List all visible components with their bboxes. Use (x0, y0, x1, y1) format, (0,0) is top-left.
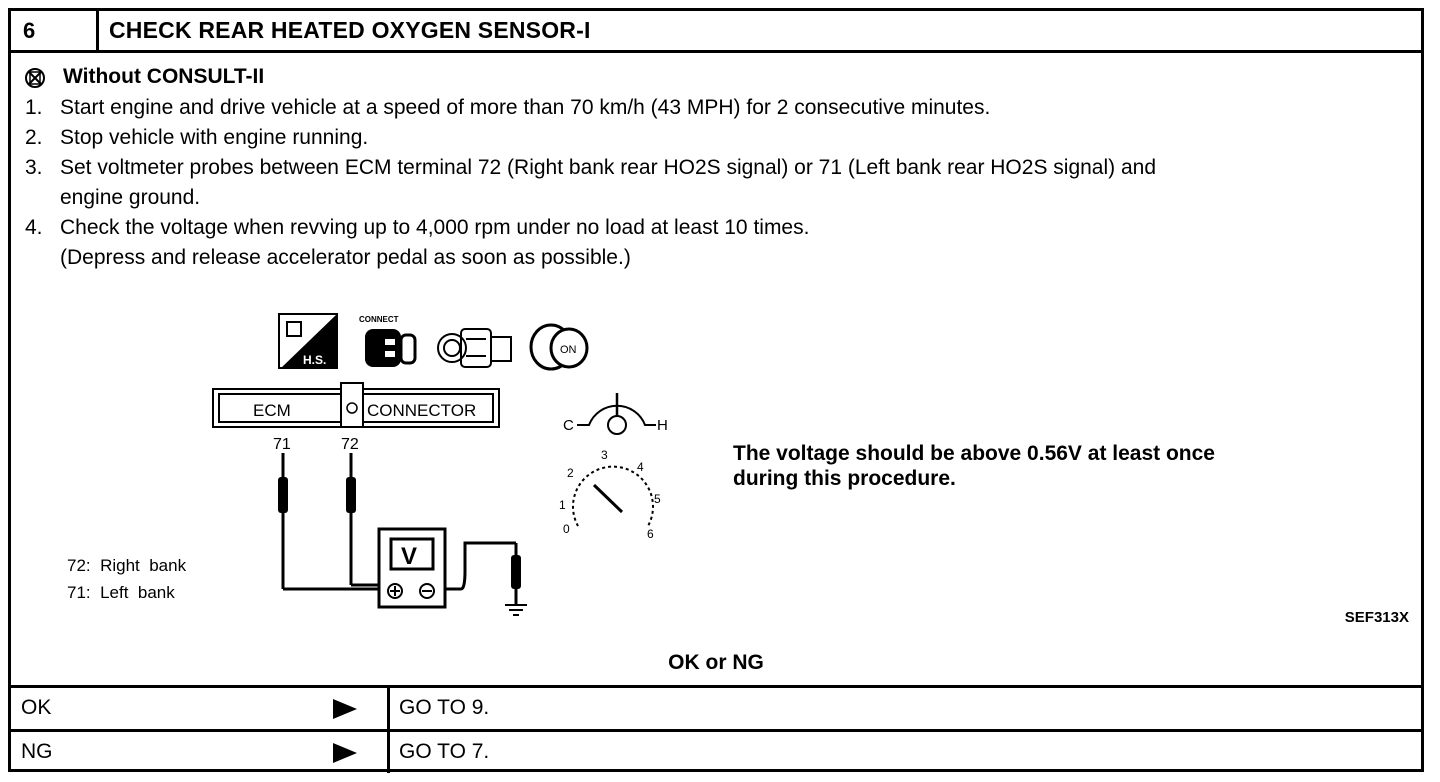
legend-right-bank: 72: Right bank (67, 556, 187, 575)
tachometer-icon (559, 448, 661, 541)
temp-hot-label: H (657, 417, 668, 434)
tach-tick-1: 1 (559, 498, 566, 512)
figure-id: SEF313X (1344, 609, 1409, 626)
step-2-text: Stop vehicle with engine running. (60, 126, 369, 149)
step-3-text-cont: engine ground. (60, 186, 201, 209)
voltage-note-line-2: during this procedure. (733, 467, 956, 490)
result-label-ng: NG (21, 740, 53, 763)
step-3-text: Set voltmeter probes between ECM terminal 72 (Right bank rear HO2S signal) or 71 (Left bank rear HO2S signal) and (60, 156, 1157, 179)
procedure-table (8, 8, 1424, 772)
key-on-label: ON (560, 344, 577, 356)
ground-icon (505, 605, 527, 615)
step-1-text: Start engine and drive vehicle at a speed of more than 70 km/h (43 MPH) for 2 consecutive minutes. (60, 96, 991, 119)
connector-ecm-label: ECM (253, 401, 291, 420)
step-4-text-cont: (Depress and release accelerator pedal as soon as possible.) (60, 246, 631, 269)
temp-cold-label: C (563, 417, 574, 434)
tach-tick-3: 3 (601, 448, 608, 462)
tach-tick-2: 2 (567, 466, 574, 480)
result-row-ng (11, 729, 1421, 773)
voltmeter (379, 529, 445, 607)
connect-connector-icon (359, 315, 415, 367)
arrow-right-icon (333, 699, 357, 719)
step-2-number: 2. (25, 126, 43, 149)
step-title: CHECK REAR HEATED OXYGEN SENSOR-I (109, 17, 591, 43)
ignition-on-key-icon (531, 325, 587, 369)
ignition-hot-start-icon (279, 314, 337, 368)
connector-name-label: CONNECTOR (367, 401, 477, 420)
step-3-number: 3. (25, 156, 43, 179)
voltage-note-line-1: The voltage should be above 0.56V at least once (733, 442, 1215, 465)
tach-tick-5: 5 (654, 492, 661, 506)
probe-71 (278, 477, 288, 513)
connect-label: CONNECT (359, 315, 399, 324)
probe-ground (511, 555, 521, 589)
step-4-number: 4. (25, 216, 43, 239)
terminal-71-label: 71 (273, 436, 291, 453)
row-divider (387, 732, 390, 773)
voltmeter-label: V (401, 543, 418, 570)
step-4-text: Check the voltage when revving up to 4,000 rpm under no load at least 10 times. (60, 216, 810, 239)
result-action-ng: GO TO 7. (399, 740, 490, 763)
temperature-gauge-icon (563, 393, 668, 434)
mode-label: Without CONSULT-II (63, 65, 265, 88)
result-label-ok: OK (21, 696, 52, 719)
step-1-number: 1. (25, 96, 43, 119)
voltage-note (733, 441, 1215, 491)
row-divider (387, 688, 390, 729)
ecm-connector (213, 383, 499, 427)
probe-72 (346, 477, 356, 513)
hs-label: H.S. (303, 353, 327, 367)
step-number: 6 (11, 11, 99, 50)
decision-question: OK or NG (668, 651, 764, 674)
result-row-ok (11, 685, 1421, 729)
tach-tick-4: 4 (637, 460, 644, 474)
result-action-ok: GO TO 9. (399, 696, 490, 719)
legend-left-bank: 71: Left bank (67, 583, 175, 602)
arrow-right-icon (333, 743, 357, 763)
test-diagram (11, 11, 1421, 651)
tach-tick-6: 6 (647, 527, 654, 541)
engine-running-icon (438, 329, 511, 367)
terminal-72-label: 72 (341, 436, 359, 453)
tach-tick-0: 0 (563, 522, 570, 536)
